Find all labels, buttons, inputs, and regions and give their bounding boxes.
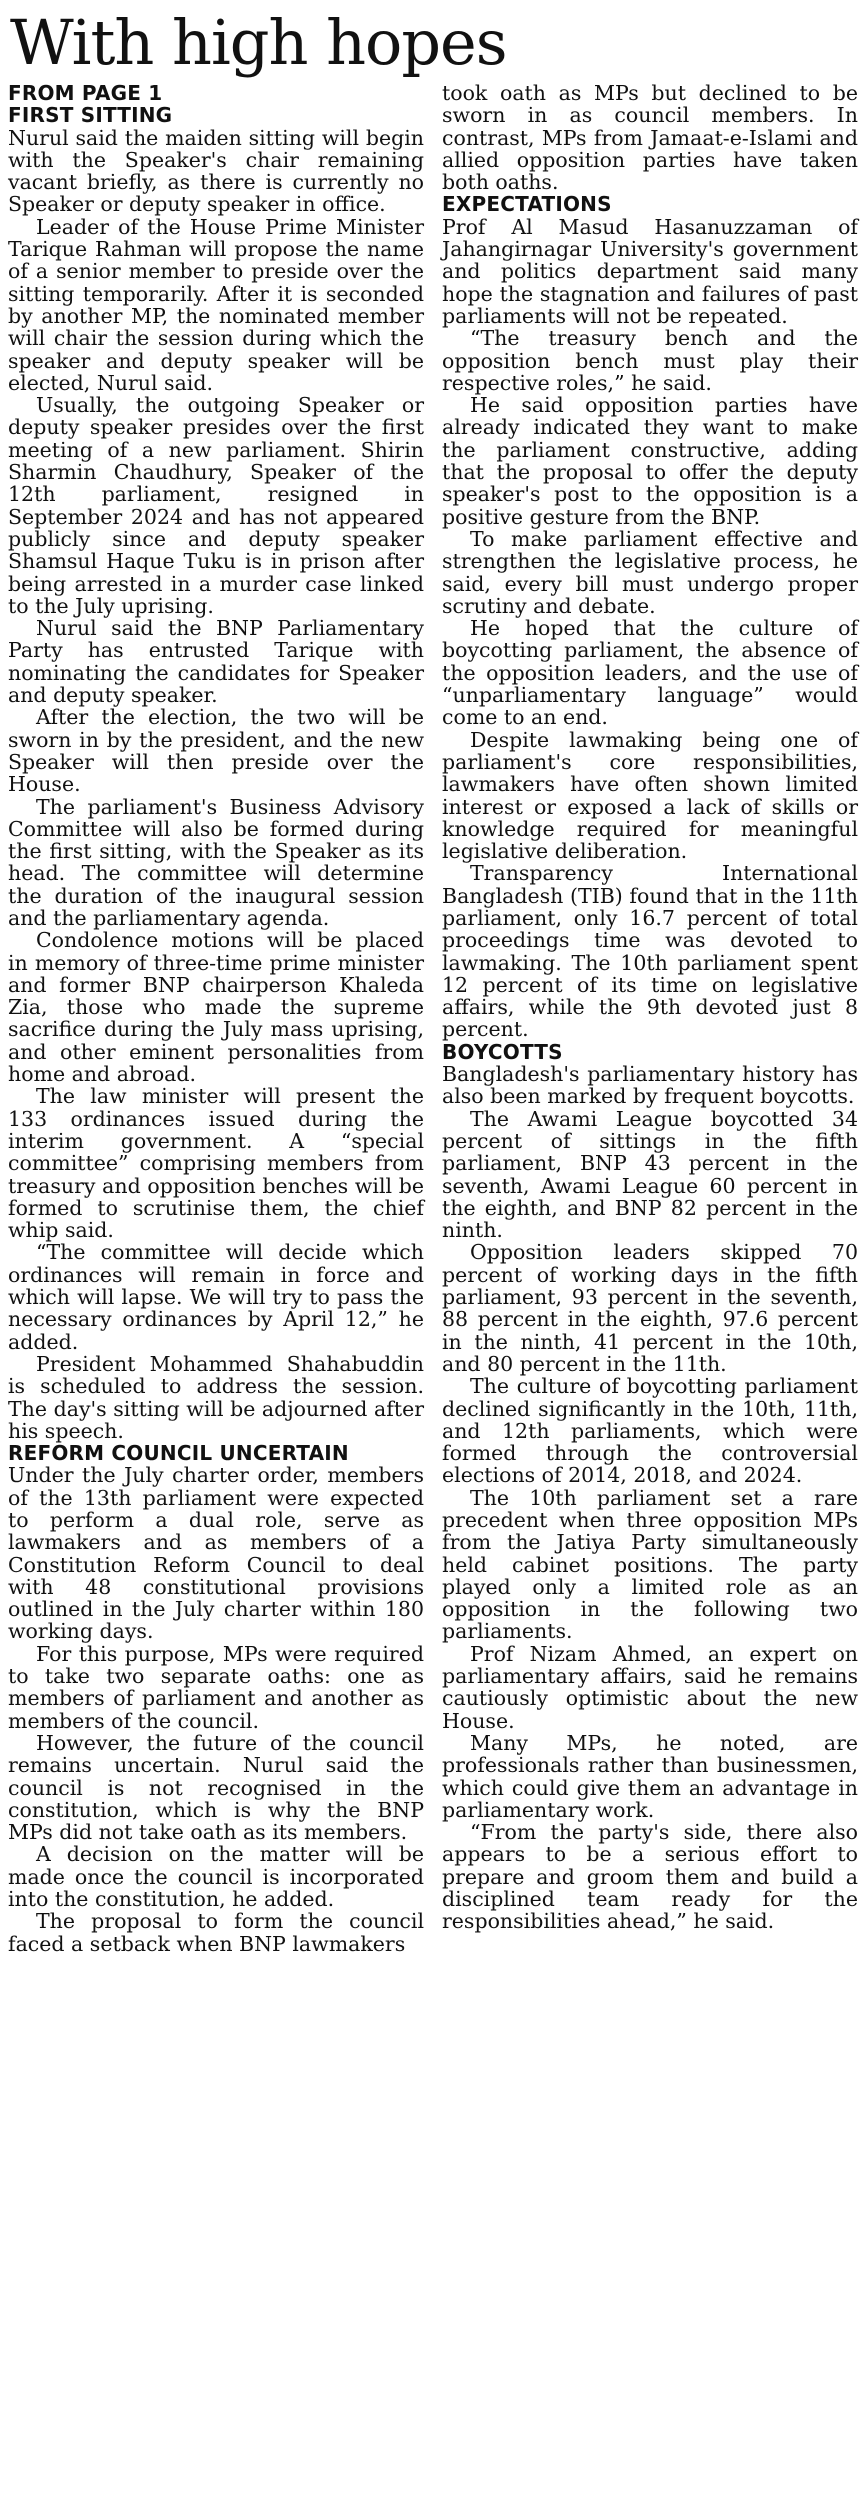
paragraph: To make parliament effective and strengthen the legislative process, he said, every bill must undergo proper scrutiny and debate. [442, 526, 858, 618]
paragraph: took oath as MPs but declined to be sworn in as council members. In contrast, MPs from Jamaat-e-Islami and allied opposition parties have taken both oaths. [442, 81, 858, 195]
paragraph: The parliament's Business Advisory Committee will also be formed during the first sitting, with the Speaker as its head. The committee will determine the duration of the inaugural session and the parliamentary agenda. [8, 794, 424, 930]
paragraph: Transparency International Bangladesh (TIB) found that in the 11th parliament, only 16.7 percent of total proceedings time was devoted to lawmaking. The 10th parliament spent 12 percent of its time on legislative affairs, while the 9th devoted just 8 percent. [442, 861, 858, 1042]
section-heading: BOYCOTTS [442, 1039, 563, 1064]
paragraph: Despite lawmaking being one of parliament's core responsibilities, lawmakers have often shown limited interest or exposed a lack of skills or knowledge required for meaningful legislative deliberation. [442, 727, 858, 864]
paragraph: Leader of the House Prime Minister Tarique Rahman will propose the name of a senior member to preside over the sitting temporarily. After it is seconded by another MP, the nominated member will chair the session during which the speaker and deputy speaker will be elected, Nurul said. [8, 214, 424, 395]
paragraph: Nurul said the BNP Parliamentary Party has entrusted Tarique with nominating the candidates for Speaker and deputy speaker. [8, 616, 424, 708]
paragraph: Prof Al Masud Hasanuzzaman of Jahangirnagar University's government and politics department said many hope the stagnation and failures of past parliaments will not be repeated. [442, 214, 858, 328]
paragraph: The Awami League boycotted 34 percent of sittings in the fifth parliament, BNP 43 percent in the seventh, Awami League 60 percent in the eighth, and BNP 82 percent in the ninth. [442, 1106, 858, 1243]
paragraph: Usually, the outgoing Speaker or deputy speaker presides over the first meeting of a new parliament. Shirin Sharmin Chaudhury, Speaker of the 12th parliament, resigned in September 2024 and has not appeared publicly since and deputy speaker Shamsul Haque Tuku is in prison after being arrested in a murder case linked to the July uprising. [8, 393, 424, 618]
paragraph: Many MPs, he noted, are professionals rather than businessmen, which could give them an advantage in parliamentary work. [442, 1730, 858, 1822]
paragraph: Under the July charter order, members of the 13th parliament were expected to perform a dual role, serve as lawmakers and as members of a Constitution Reform Council to deal with 48 constitutional provisions outlined in the July charter within 180 working days. [8, 1463, 424, 1644]
paragraph: “The committee will decide which ordinances will remain in force and which will lapse. We will try to pass the necessary ordinances by April 12,” he added. [8, 1240, 424, 1354]
paragraph: Prof Nizam Ahmed, an expert on parliamentary affairs, said he remains cautiously optimistic about the new House. [442, 1641, 858, 1733]
paragraph: The law minister will present the 133 ordinances issued during the interim government. A “special committee” comprising members from treasury and opposition benches will be formed to scrutinise them, the chief whip said. [8, 1084, 424, 1243]
paragraph: The 10th parliament set a rare precedent when three opposition MPs from the Jatiya Party simultaneously held cabinet positions. The party played only a limited role as an opposition in the following two parliaments. [442, 1485, 858, 1644]
paragraph: The culture of boycotting parliament declined significantly in the 10th, 11th, and 12th parliaments, which were formed through the controversial elections of 2014, 2018, and 2024. [442, 1374, 858, 1488]
article-columns [8, 82, 860, 1955]
paragraph: “The treasury bench and the opposition bench must play their respective roles,” he said. [442, 326, 858, 395]
section-heading: EXPECTATIONS [442, 192, 612, 217]
paragraph: A decision on the matter will be made once the council is incorporated into the constitution, he added. [8, 1842, 424, 1912]
paragraph: He said opposition parties have already indicated they want to make the parliament constructive, adding that the proposal to offer the deputy speaker's post to the opposition is a positive gesture from the BNP. [442, 393, 858, 529]
paragraph: After the election, the two will be sworn in by the president, and the new Speaker will then preside over the House. [8, 705, 424, 797]
paragraph: Nurul said the maiden sitting will begin with the Speaker's chair remaining vacant briefly, as there is currently no Speaker or deputy speaker in office. [8, 125, 424, 217]
paragraph: Condolence motions will be placed in memory of three-time prime minister and former BNP chairperson Khaleda Zia, those who made the supreme sacrifice during the July mass uprising, and other eminent personalities from home and abroad. [8, 928, 424, 1087]
section-heading: REFORM COUNCIL UNCERTAIN [8, 1441, 349, 1466]
paragraph: However, the future of the council remains uncertain. Nurul said the council is not recognised in the constitution, which is why the BNP MPs did not take oath as its members. [8, 1730, 424, 1845]
section-heading: FIRST SITTING [8, 103, 173, 128]
paragraph: For this purpose, MPs were required to take two separate oaths: one as members of parliament and another as members of the council. [8, 1641, 424, 1733]
column-left [8, 82, 424, 1955]
paragraph: “From the party's side, there also appears to be a serious effort to prepare and groom them and build a disciplined team ready for the responsibilities ahead,” he said. [442, 1820, 858, 1934]
paragraph: He hoped that the culture of boycotting parliament, the absence of the opposition leaders, and the use of “unparliamentary language” would come to an end. [442, 616, 858, 730]
paragraph: Bangladesh's parliamentary history has also been marked by frequent boycotts. [442, 1062, 858, 1109]
column-right [442, 82, 858, 1955]
paragraph: Opposition leaders skipped 70 percent of working days in the fifth parliament, 93 percent in the seventh, 88 percent in the eighth, 97.6 percent in the ninth, 41 percent in the 10th, and 80 percent in the 11th. [442, 1240, 858, 1376]
section-heading: FROM PAGE 1 [8, 81, 163, 105]
headline: With high hopes [10, 6, 507, 79]
paragraph: The proposal to form the council faced a setback when BNP lawmakers [8, 1909, 424, 1956]
paragraph: President Mohammed Shahabuddin is scheduled to address the session. The day's sitting will be adjourned after his speech. [8, 1351, 424, 1443]
